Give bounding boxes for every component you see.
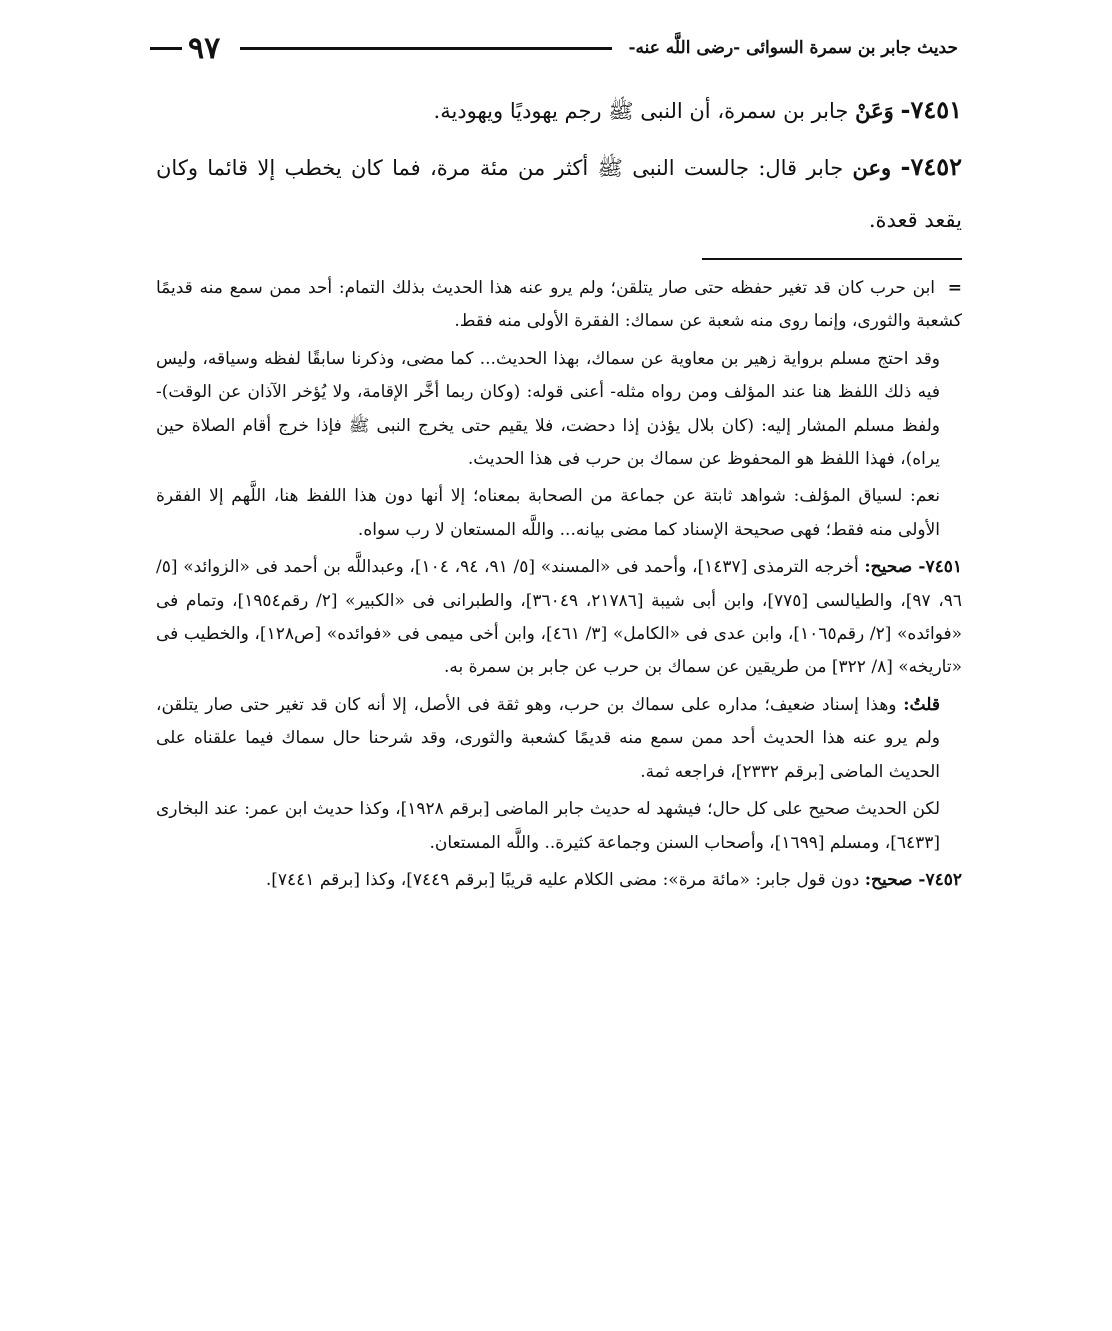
hadith-7451 <box>156 84 962 137</box>
hadith-text: جابر قال: جالست النبى ﷺ أكثر من مئة مرة، فما كان يخطب إلا قائما وكان يقعد قعدة. <box>156 156 962 232</box>
hadith-number: ٧٤٥١- <box>900 95 962 124</box>
header-rule <box>240 47 612 50</box>
running-header <box>150 28 960 68</box>
footnote-separator <box>702 258 962 260</box>
note-label: ٧٤٥١- صحيح: <box>864 557 962 578</box>
continuation-note-p1 <box>156 272 962 339</box>
note-7451-p1 <box>156 551 962 685</box>
note-text: دون قول جابر: «مائة مرة»: مضى الكلام عليه قريبًا [برقم ٧٤٤٩]، وكذا [برقم ٧٤٤١]. <box>265 869 860 890</box>
main-text <box>156 84 962 250</box>
note-text: وهذا إسناد ضعيف؛ مداره على سماك بن حرب، وهو ثقة فى الأصل، إلا أنه كان قد تغير حتى صار يتلقن، ولم يرو عنه هذا الحديث أحد ممن سمع منه قديمًا كشعبة والثورى، وقد شرحنا حال سماك فيما علقناه على الحديث الماضى [برقم ٢٣٣٢]، فراجعه ثمة. <box>156 694 940 782</box>
continuation-note-p2: وقد احتج مسلم برواية زهير بن معاوية عن سماك، بهذا الحديث... كما مضى، وذكرنا سابقًا لفظه وسياقه، وليس فيه ذلك اللفظ هنا عند المؤلف ومن رواه مثله- أعنى قوله: (وكان ربما أخَّر الإقامة، ولا يُؤخر الآذان عن الوقت)- ولفظ مسلم المشار إليه: (كان بلال يؤذن إذا دحضت، فلا يقيم حتى يخرج النبى ﷺ فإذا خرج أقام الصلاة حين يراه)، فهذا اللفظ هو المحفوظ عن سماك بن حرب فى هذا الحديث. <box>156 348 940 470</box>
header-dash <box>150 47 182 50</box>
hadith-7452 <box>156 141 962 246</box>
note-7452-p1 <box>156 864 962 897</box>
hadith-text: جابر بن سمرة، أن النبى ﷺ رجم يهوديًا ويهودية. <box>433 99 849 123</box>
hadith-lead: وعن <box>852 155 892 180</box>
footnotes <box>156 272 962 901</box>
note-7451-p2 <box>156 689 962 789</box>
note-text: ابن حرب كان قد تغير حفظه حتى صار يتلقن؛ ولم يرو عنه هذا الحديث بذلك التمام: أحد ممن سمع منه قديمًا كشعبة والثورى، وإنما روى منه شعبة عن سماك: الفقرة الأولى منه فقط. <box>156 278 962 332</box>
hadith-number: ٧٤٥٢- <box>900 152 962 181</box>
continuation-note-p3: نعم: لسياق المؤلف: شواهد ثابتة عن جماعة من الصحابة بمعناه؛ إلا أنها دون هذا اللفظ هنا، اللَّهم إلا الفقرة الأولى منه فقط؛ فهى صحيحة الإسناد كما مضى بيانه... واللَّه المستعان لا رب سواه. <box>156 486 940 540</box>
qult-label: قلتُ: <box>903 694 941 715</box>
note-label: ٧٤٥٢- صحيح: <box>864 869 962 890</box>
note-text: أخرجه الترمذى [١٤٣٧]، وأحمد فى «المسند» [٥/ ٩١، ٩٤، ١٠٤]، وعبداللَّه بن أحمد فى «الزوائد» [٥/ ٩٦، ٩٧]، والطيالسى [٧٧٥]، وابن أبى شيبة [٢١٧٨٦، ٣٦٠٤٩]، والطبرانى فى «الكبير» [٢/ رقم١٩٥٤]، وتمام فى «فوائده» [٢/ رقم١٠٦٥]، وابن عدى فى «الكامل» [٣/ ٤٦١]، وابن أخى ميمى فى «فوائده» [ص١٢٨]، والخطيب فى «تاريخه» [٨/ ٣٢٢] من طريقين عن سماك بن حرب عن جابر بن سمرة به. <box>156 557 963 678</box>
page-number: ٩٧ <box>188 30 221 66</box>
hadith-lead: وَعَنْ <box>855 98 894 123</box>
running-title: حديث جابر بن سمرة السوائى -رضى اللَّه عنه- <box>628 38 958 58</box>
continuation-mark: = <box>947 278 962 298</box>
note-7451-p3: لكن الحديث صحيح على كل حال؛ فيشهد له حديث جابر الماضى [برقم ١٩٢٨]، وكذا حديث ابن عمر: عند البخارى [٦٤٣٣]، ومسلم [١٦٩٩]، وأصحاب السنن وجماعة كثيرة.. واللَّه المستعان. <box>156 799 940 853</box>
